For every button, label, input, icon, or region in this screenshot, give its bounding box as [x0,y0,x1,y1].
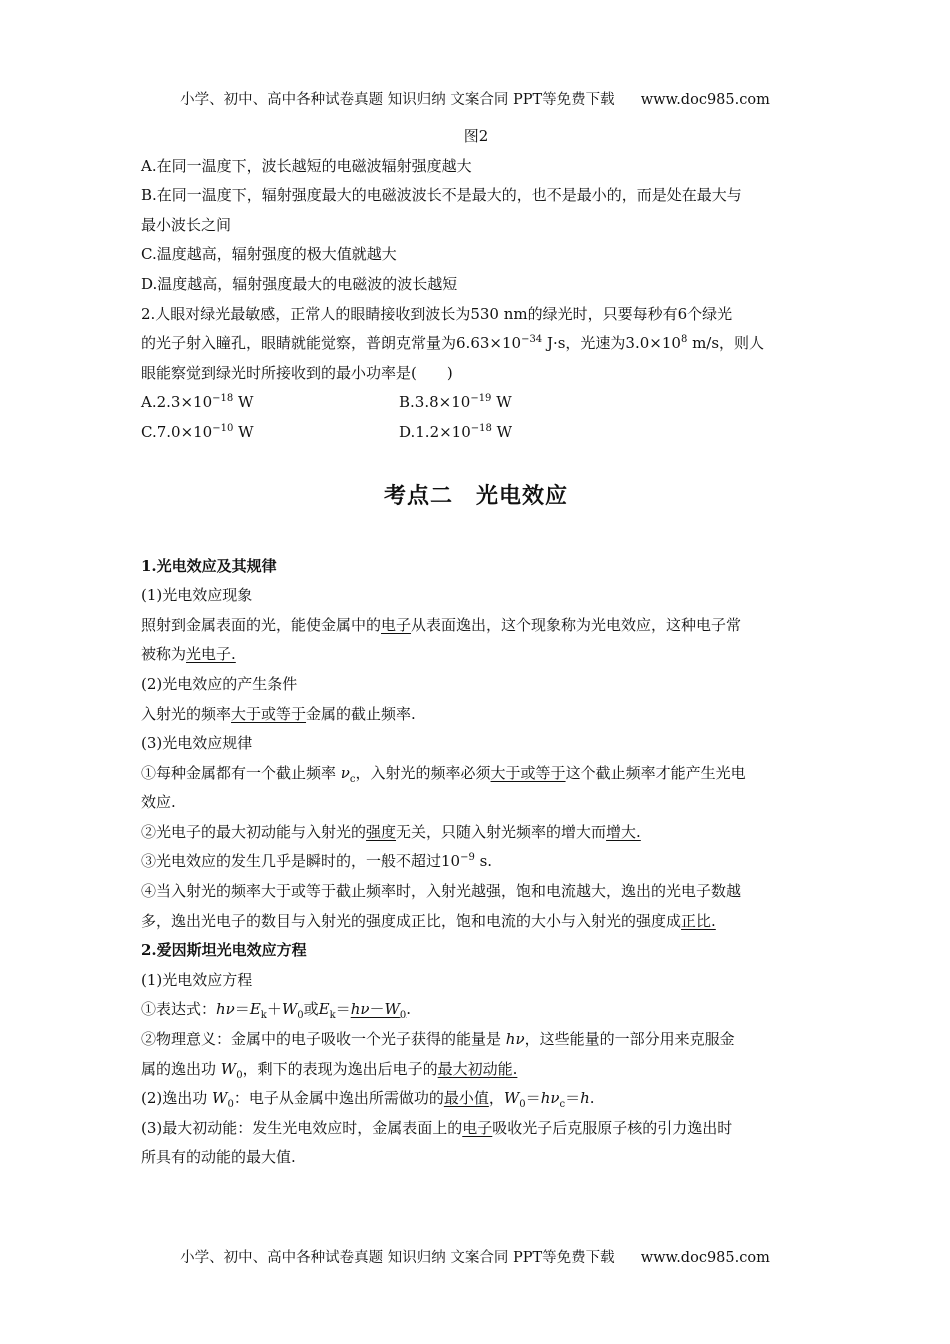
s1-p2: (2)光电效应的产生条件 [141,674,298,693]
s1-p3: (3)光电效应规律 [141,734,253,753]
header-site: www.doc985.com [640,92,770,108]
s2-e1-0: 0 [297,1010,304,1022]
s2-e2c: 属的逸出功 [141,1059,217,1078]
s1-title: 1.光电效应及其规律 [141,556,277,575]
q2-a-exp: −18 [212,393,234,405]
s2-w-02: 0 [519,1099,526,1111]
s1-r4-underline: 正比. [681,911,716,930]
s2-e1-underline [350,1000,407,1022]
q2-a-unit: W [233,393,254,412]
s2-w5: ＝ [565,1089,581,1108]
s1-p2-line [141,700,811,730]
q1-option-c: C.温度越高，辐射强度的极大值就越大 [141,245,397,264]
s2-e1-u-minus: － [369,1000,385,1019]
s2-e1-E2: E [318,1000,330,1019]
s2-work-function [141,1084,811,1114]
s2-e1-u-W: W [384,1000,400,1019]
s2-e2-hv: hν [505,1030,525,1049]
s1-p1a-underline: 电子 [381,615,412,634]
q2-l2c: m/s，则人 [687,334,765,353]
s1-p1a1: 照射到金属表面的光，能使金属中的 [141,615,382,634]
q2-l2a: 的光子射入瞳孔，眼睛就能觉察，普朗克常量为6.63×10 [141,334,522,353]
s2-w1: (2)逸出功 [141,1089,208,1108]
s2-e1-end: . [406,1000,412,1019]
s1-r1a: ①每种金属都有一个截止频率 [141,763,337,782]
s2-meaning-line1 [141,1025,811,1055]
s2-e2-W0: 0 [236,1069,243,1081]
s2-w-W: W [212,1089,228,1108]
q1-option-b-line2: 最小波长之间 [141,215,232,234]
q2-a-base: A.2.3×10 [141,393,213,412]
s1-p1a2: 从表面逸出，这个现象称为光电效应，这种电子常 [411,615,742,634]
s2-e2-W: W [220,1059,237,1078]
s1-p1b1: 被称为 [141,645,187,664]
q2-d-unit: W [491,422,513,441]
s2-e1-plus: ＋ [266,1000,282,1019]
s2-max-ke-line1 [141,1114,811,1144]
s1-r1b: ，入射光的频率必须 [355,763,491,782]
page-header [0,88,950,109]
s2-title: 2.爱因斯坦光电效应方程 [141,941,307,960]
document-body [141,122,811,1173]
q2-option-d [399,418,657,448]
q1-option-b-line1: B.在同一温度下，辐射强度最大的电磁波波长不是最大的，也不是最小的，而是处在最大与 [141,186,742,205]
s2-e1-or: 或 [303,1000,319,1019]
s1-p1-line1 [141,611,811,641]
footer-site: www.doc985.com [640,1250,770,1266]
s2-k-underline: 电子 [462,1118,493,1137]
header-text: 小学、初中、高中各种试卷真题 知识归纳 文案合同 PPT等免费下载 [180,92,615,108]
s1-r1-underline: 大于或等于 [490,763,566,782]
q2-l2-exp2: 8 [680,334,688,346]
figure-caption: 图2 [463,127,489,145]
q2-d-base: D.1.2×10 [399,422,471,441]
s2-e1-W: W [281,1000,298,1019]
s1-r4b1: 多，逸出光电子的数目与入射光的强度成正比，饱和电流的大小与入射光的强度成 [141,911,682,930]
q2-l2b: J·s，光速为3.0×10 [542,334,681,353]
s2-e1-label: ①表达式： [141,1000,217,1019]
q2-c-unit: W [233,422,254,441]
s2-meaning-line2 [141,1055,811,1085]
s2-e1-E: E [249,1000,261,1019]
q2-option-a [141,388,399,418]
s1-r3-exp: −9 [460,852,475,864]
s1-rule1-line1 [141,759,811,789]
s2-e2d: ，剩下的表现为逸出后电子的 [242,1059,438,1078]
s1-rule1-line2: 效应. [141,793,176,812]
s1-p2a2: 金属的截止频率. [306,704,416,723]
q1-option-a: A.在同一温度下，波长越短的电磁波辐射强度越大 [141,156,472,175]
s2-w-0: 0 [227,1099,234,1111]
s2-e1-eq2: ＝ [335,1000,351,1019]
s1-r1-sub: c [349,773,356,785]
s2-w-hv: hν [540,1089,560,1108]
s1-p1-line2 [141,640,811,670]
s2-w4: ＝ [525,1089,541,1108]
s2-e1-eq: ＝ [234,1000,250,1019]
q2-options-row2 [141,418,811,448]
s2-w2: ：电子从金属中逸出所需做功的 [233,1089,444,1108]
s2-e2b: ，这些能量的一部分用来克服金 [524,1030,735,1049]
s2-e1-k: k [260,1010,267,1022]
s2-w-h: h [580,1089,590,1108]
s1-p1: (1)光电效应现象 [141,586,253,605]
s1-r3a: ③光电效应的发生几乎是瞬时的，一般不超过10 [141,852,461,871]
s2-w-underline: 最小值 [443,1089,489,1108]
s1-rule2 [141,818,811,848]
footer-text: 小学、初中、高中各种试卷真题 知识归纳 文案合同 PPT等免费下载 [180,1250,615,1266]
s2-e1-u-hv: hν [350,1000,370,1019]
q2-options-row1 [141,388,811,418]
s2-e1-u-0: 0 [399,1010,407,1022]
s1-r2a: ②光电子的最大初动能与入射光的 [141,822,367,841]
s1-r2-underline2: 增大. [606,822,641,841]
s2-w3: ， [488,1089,504,1108]
q2-option-b [399,388,657,418]
s1-p2a1: 入射光的频率 [141,704,232,723]
s2-e1-hv: hν [216,1000,235,1019]
s2-e2a: ②物理意义：金属中的电子吸收一个光子获得的能量是 [141,1030,502,1049]
s2-e1-k2: k [329,1010,336,1022]
q2-c-base: C.7.0×10 [141,422,213,441]
s1-r2-underline1: 强度 [366,822,397,841]
s2-p1: (1)光电效应方程 [141,970,253,989]
s2-max-ke-line2: 所具有的动能的最大值. [141,1148,296,1167]
q2-b-base: B.3.8×10 [399,393,471,412]
q2-stem-line2 [141,329,811,359]
s2-e2-underline: 最大初动能. [437,1059,518,1078]
s2-w6: . [589,1089,595,1108]
s2-w-W2: W [503,1089,520,1108]
s2-k2: 吸收光子后克服原子核的引力逸出时 [492,1118,733,1137]
q2-l2-exp1: −34 [521,334,543,346]
s1-rule3 [141,847,811,877]
q2-b-exp: −19 [470,393,492,405]
s2-k1: (3)最大初动能：发生光电效应时，金属表面上的 [141,1118,463,1137]
s1-p1b-underline: 光电子. [186,645,236,664]
s1-p2a-underline: 大于或等于 [231,704,307,723]
s1-r3b: s. [474,852,493,871]
s1-r2b: 无关，只随入射光频率的增大而 [396,822,607,841]
s1-r1c: 这个截止频率才能产生光电 [565,763,746,782]
s2-formula [141,995,811,1025]
page-footer [0,1246,950,1267]
q2-option-c [141,418,399,448]
s1-rule4-line2 [141,907,811,937]
s2-w-c: c [559,1099,566,1111]
s1-r1-nu: ν [340,763,350,782]
q2-c-exp: −10 [212,422,234,434]
q2-stem-line3: 眼能察觉到绿光时所接收到的最小功率是( ) [141,363,453,382]
s1-rule4-line1: ④当入射光的频率大于或等于截止频率时，入射光越强，饱和电流越大，逸出的光电子数越 [141,882,742,901]
q2-b-unit: W [491,393,512,412]
section-title: 考点二 光电效应 [383,482,568,509]
q2-d-exp: −18 [470,422,492,434]
q1-option-d: D.温度越高，辐射强度最大的电磁波的波长越短 [141,274,458,293]
q2-stem-line1: 2.人眼对绿光最敏感，正常人的眼睛接收到波长为530 nm的绿光时，只要每秒有6个绿光 [141,304,733,323]
